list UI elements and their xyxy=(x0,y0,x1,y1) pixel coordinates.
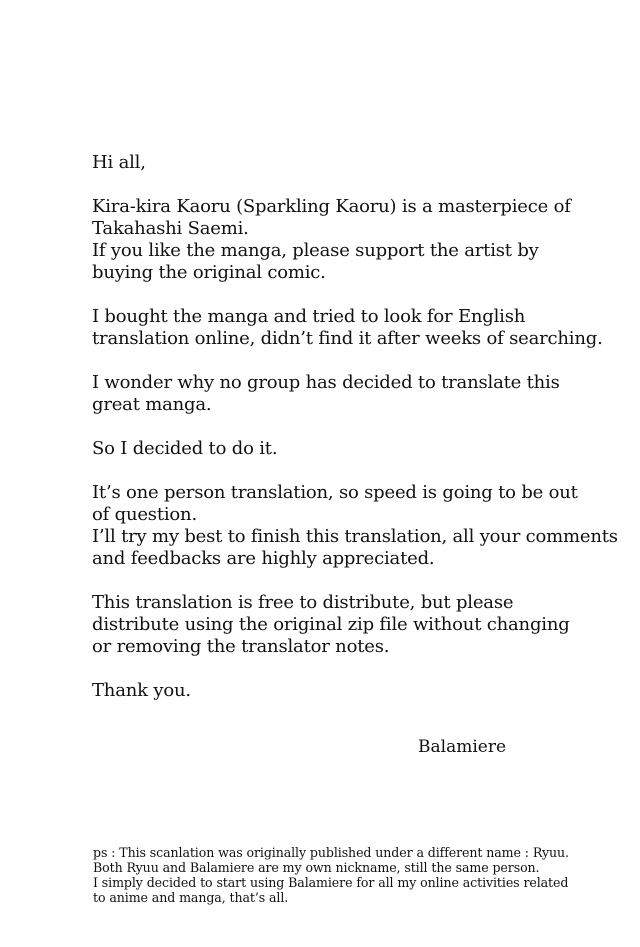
text-line: So I decided to do it. xyxy=(92,438,278,459)
text-line: It’s one person translation, so speed is going to be out xyxy=(92,482,578,503)
greeting: Hi all, xyxy=(92,152,146,173)
paragraph-decision xyxy=(92,438,592,460)
text-line: Kira-kira Kaoru (Sparkling Kaoru) is a masterpiece of xyxy=(92,196,571,217)
text-line: Takahashi Saemi. xyxy=(92,218,249,239)
text-line: This translation is free to distribute, but please xyxy=(92,592,514,613)
paragraph-gap xyxy=(92,658,592,680)
postscript-line: Both Ryuu and Balamiere are my own nickname, still the same person. xyxy=(93,860,540,875)
text-line: If you like the manga, please support the artist by xyxy=(92,240,539,261)
text-line: translation online, didn’t find it after weeks of searching. xyxy=(92,328,603,349)
postscript-line: to anime and manga, that’s all. xyxy=(93,890,289,905)
text-line: distribute using the original zip file without changing xyxy=(92,614,570,635)
paragraph-gap xyxy=(92,570,592,592)
paragraph-wonder xyxy=(92,372,592,416)
paragraph-speed xyxy=(92,482,618,570)
paragraph-gap xyxy=(92,350,592,372)
postscript xyxy=(93,845,613,905)
closing: Thank you. xyxy=(92,680,191,701)
paragraph-search xyxy=(92,306,603,350)
paragraph-gap xyxy=(92,416,592,438)
text-line: buying the original comic. xyxy=(92,262,326,283)
signature: Balamiere xyxy=(418,737,507,757)
postscript-line: I simply decided to start using Balamiere for all my online activities related xyxy=(93,875,569,890)
text-line: and feedbacks are highly appreciated. xyxy=(92,548,435,569)
text-line: of question. xyxy=(92,504,197,525)
paragraph-gap xyxy=(92,284,592,306)
postscript-line: ps : This scanlation was originally published under a different name : Ryuu. xyxy=(93,845,569,860)
text-line: or removing the translator notes. xyxy=(92,636,390,657)
letter-body xyxy=(92,152,618,702)
text-line: great manga. xyxy=(92,394,212,415)
text-line: I wonder why no group has decided to translate this xyxy=(92,372,560,393)
paragraph-gap xyxy=(92,460,592,482)
paragraph-distribution xyxy=(92,592,592,658)
paragraph-intro xyxy=(92,196,592,284)
text-line: I’ll try my best to finish this translation, all your comments xyxy=(92,526,618,547)
text-line: I bought the manga and tried to look for English xyxy=(92,306,526,327)
paragraph-gap xyxy=(92,174,592,196)
